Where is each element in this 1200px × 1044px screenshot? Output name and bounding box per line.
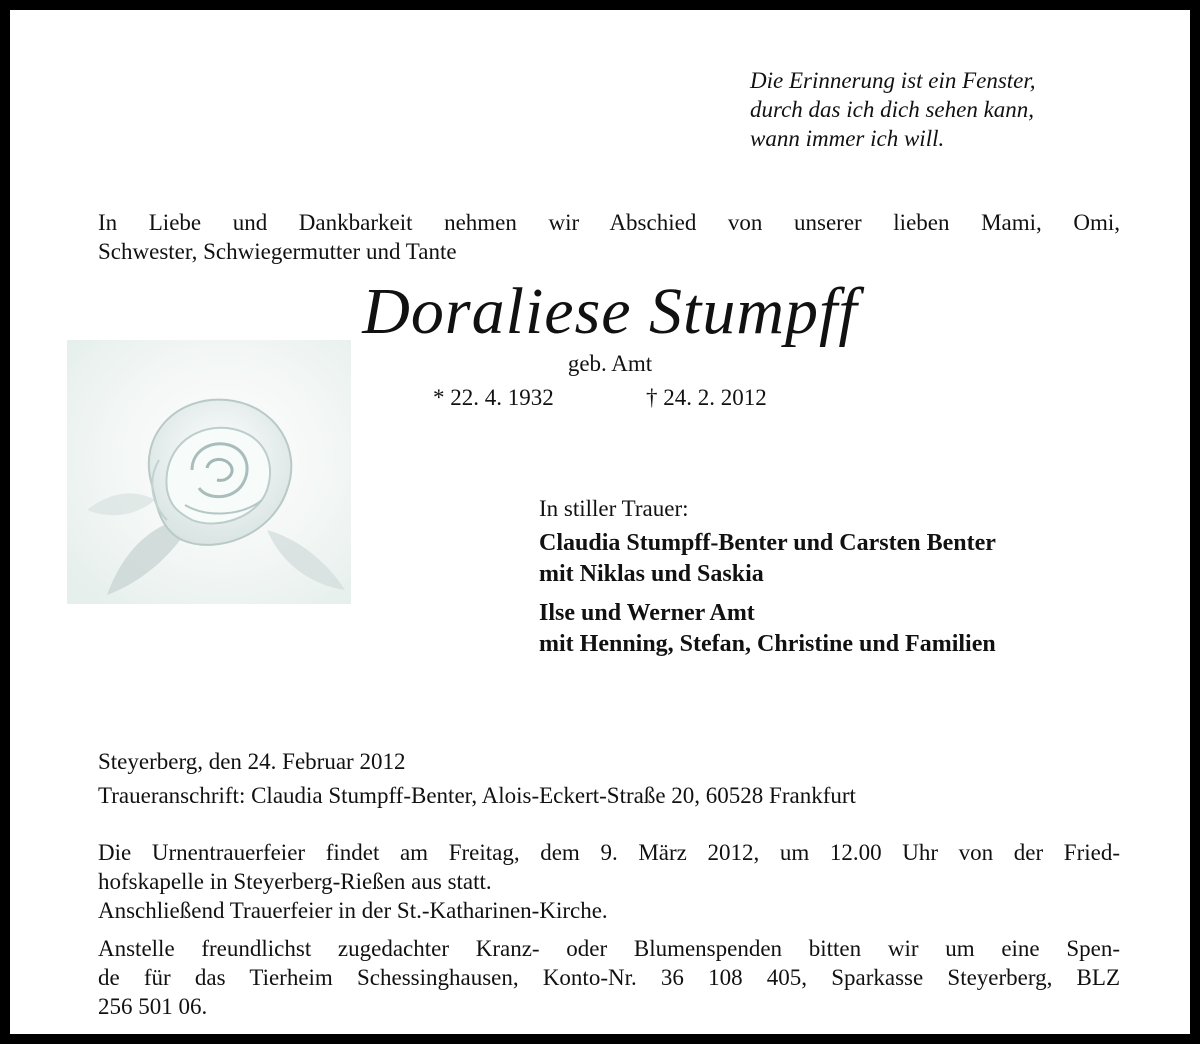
ceremony-line: hofskapelle in Steyerberg-Rießen aus statt. — [98, 869, 492, 894]
farewell-intro — [98, 208, 1120, 266]
mourner-line: mit Niklas und Saskia — [539, 561, 764, 587]
intro-line: In Liebe und Dankbarkeit nehmen wir Abschied von unserer lieben Mami, Omi, — [98, 210, 1120, 235]
donation-line: de für das Tierheim Schessinghausen, Konto-Nr. 36 108 405, Sparkasse Steyerberg, BLZ — [98, 965, 1120, 990]
ceremony-notice — [98, 838, 1120, 925]
deceased-name: Doraliese Stumpff — [362, 275, 858, 348]
quote-line: Die Erinnerung ist ein Fenster, — [750, 68, 1036, 93]
place-date: Steyerberg, den 24. Februar 2012 — [98, 749, 406, 774]
mourners-intro: In stiller Trauer: — [539, 496, 689, 521]
mourner-line: Ilse und Werner Amt — [539, 600, 755, 626]
mourner-group — [539, 528, 996, 590]
mourner-group — [539, 598, 996, 660]
maiden-name: geb. Amt — [567, 351, 653, 376]
ceremony-line: Die Urnentrauerfeier findet am Freitag, dem 9. März 2012, um 12.00 Uhr von der Fried- — [98, 840, 1120, 865]
ceremony-line: Anschließend Trauerfeier in der St.-Katharinen-Kirche. — [98, 898, 608, 923]
donation-line: Anstelle freundlichst zugedachter Kranz- oder Blumenspenden bitten wir um eine Spen- — [98, 936, 1120, 961]
intro-line: Schwester, Schwiegermutter und Tante — [98, 239, 457, 264]
mourning-address: Traueranschrift: Claudia Stumpff-Benter, Alois-Eckert-Straße 20, 60528 Frankfurt — [98, 783, 856, 808]
donation-line: 256 501 06. — [98, 994, 208, 1019]
death-date: † 24. 2. 2012 — [646, 385, 767, 410]
mourner-line: Claudia Stumpff-Benter und Carsten Benter — [539, 530, 996, 556]
rose-icon — [67, 340, 351, 604]
donation-notice — [98, 934, 1120, 1021]
quote-line: wann immer ich will. — [750, 126, 945, 151]
memorial-quote — [750, 66, 1130, 153]
quote-line: durch das ich dich sehen kann, — [750, 97, 1035, 122]
birth-date: * 22. 4. 1932 — [433, 385, 554, 410]
mourner-line: mit Henning, Stefan, Christine und Familien — [539, 631, 996, 657]
